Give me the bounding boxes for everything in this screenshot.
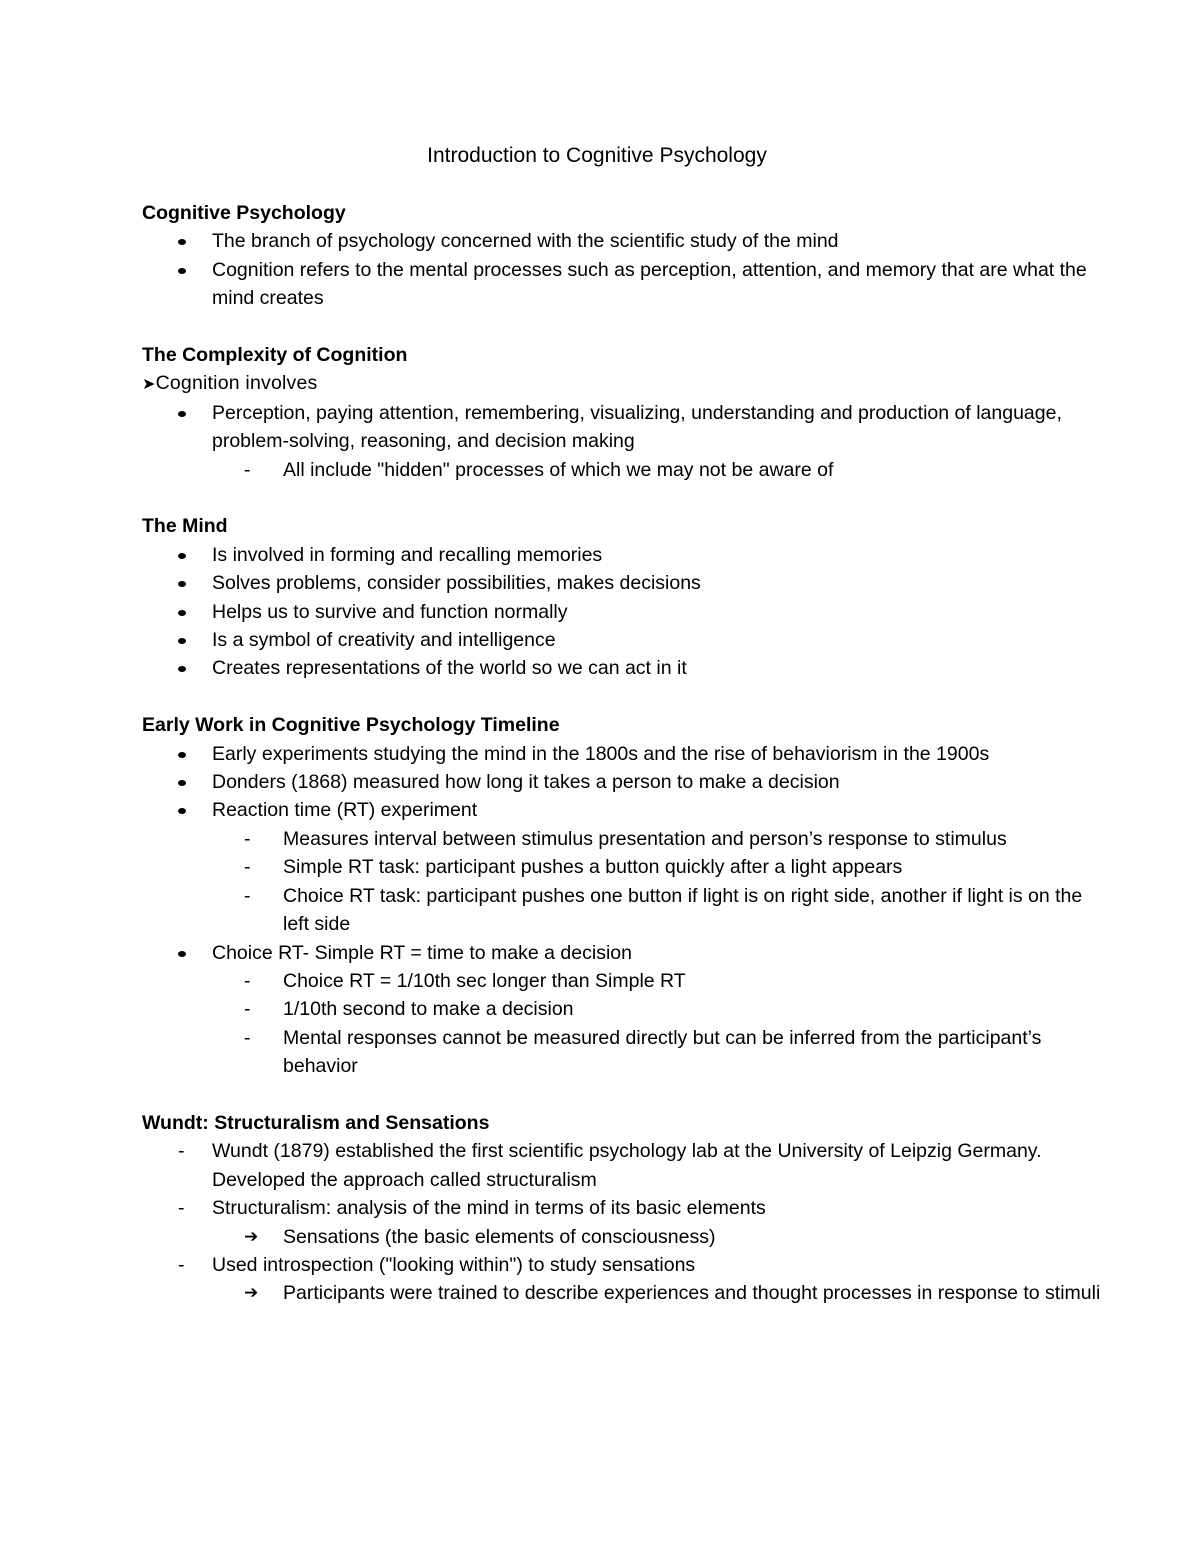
list-item xyxy=(142,256,1102,313)
list-item xyxy=(142,1251,1102,1279)
sub-list-item-text: All include "hidden" processes of which we may not be aware of xyxy=(283,458,834,481)
bullet-icon xyxy=(178,666,186,672)
bullet-icon xyxy=(178,411,186,417)
dash-icon: - xyxy=(244,1026,251,1049)
list-item-text: Helps us to survive and function normally xyxy=(212,600,568,623)
list-item-text: Structuralism: analysis of the mind in terms of its basic elements xyxy=(212,1197,766,1220)
list-item xyxy=(142,227,1102,255)
sub-list-item-text: Mental responses cannot be measured directly but can be inferred from the participant’s behavior xyxy=(283,1026,1042,1078)
spacer xyxy=(142,484,1102,512)
list-item-text: Cognition refers to the mental processes such as perception, attention, and memory that are what the mind creates xyxy=(212,258,1087,310)
list-item xyxy=(142,796,1102,824)
sub-list-item-text: Measures interval between stimulus presentation and person’s response to stimulus xyxy=(283,827,1007,850)
bullet-icon xyxy=(178,239,186,245)
section-heading-the-mind: The Mind xyxy=(142,515,228,538)
dash-icon: - xyxy=(244,998,251,1021)
sub-list-item xyxy=(142,1024,1102,1081)
sub-list-item xyxy=(142,825,1102,853)
list-item-text: Wundt (1879) established the first scientific psychology lab at the University of Leipzig Germany. Developed the approach called structuralism xyxy=(212,1140,1042,1191)
list-item-text: Solves problems, consider possibilities, makes decisions xyxy=(212,572,701,595)
list-item-text: Is involved in forming and recalling memories xyxy=(212,543,603,566)
section-heading-early-work: Early Work in Cognitive Psychology Timeline xyxy=(142,714,560,737)
sub-list-item-text: Participants were trained to describe experiences and thought processes in response to stimuli xyxy=(283,1282,1101,1305)
list-item xyxy=(142,541,1102,569)
document-body xyxy=(142,199,1102,1308)
list-item-text: Creates representations of the world so we can act in it xyxy=(212,657,687,680)
list-item xyxy=(142,768,1102,796)
lead-text: Cognition involves xyxy=(155,372,318,395)
list-item xyxy=(142,1137,1102,1194)
sub-list-item xyxy=(142,995,1102,1023)
list-item-text: Choice RT- Simple RT = time to make a decision xyxy=(212,941,632,964)
bullet-icon xyxy=(178,638,186,644)
list-item-text: Used introspection ("looking within") to study sensations xyxy=(212,1253,696,1276)
section-heading-wundt: Wundt: Structuralism and Sensations xyxy=(142,1111,490,1134)
list-item-text: Early experiments studying the mind in the 1800s and the rise of behaviorism in the 1900s xyxy=(212,742,990,765)
bullet-icon xyxy=(178,780,186,786)
dash-icon: - xyxy=(178,1253,185,1276)
section-heading-complexity: The Complexity of Cognition xyxy=(142,344,408,367)
sub-list-item-text: Sensations (the basic elements of consciousness) xyxy=(283,1225,716,1248)
list-item-text: Is a symbol of creativity and intelligence xyxy=(212,629,556,652)
bullet-icon xyxy=(178,268,186,274)
list-item-text: Perception, paying attention, remembering, visualizing, understanding and production of language, problem-solving, reasoning, and decision making xyxy=(212,401,1062,453)
list-item xyxy=(142,626,1102,654)
list-item xyxy=(142,740,1102,768)
document-title: Introduction to Cognitive Psychology xyxy=(427,144,767,167)
sub-list-item xyxy=(142,967,1102,995)
bullet-icon xyxy=(178,752,186,758)
list-item xyxy=(142,399,1102,456)
list-item xyxy=(142,598,1102,626)
dash-icon: - xyxy=(244,827,251,850)
spacer xyxy=(142,683,1102,711)
sub-list-item-text: 1/10th second to make a decision xyxy=(283,998,574,1021)
lead-line xyxy=(142,369,1102,398)
bullet-icon xyxy=(178,610,186,616)
list-item xyxy=(142,1194,1102,1222)
sub-list-item xyxy=(142,882,1102,939)
dash-icon: - xyxy=(244,884,251,907)
list-item-text: The branch of psychology concerned with the scientific study of the mind xyxy=(212,230,839,253)
list-item-text: Reaction time (RT) experiment xyxy=(212,799,478,822)
list-item-text: Donders (1868) measured how long it takes a person to make a decision xyxy=(212,771,840,794)
dash-icon: - xyxy=(178,1197,185,1220)
bullet-icon xyxy=(178,553,186,559)
list-item xyxy=(142,654,1102,682)
dash-icon: - xyxy=(244,458,251,481)
list-item xyxy=(142,569,1102,597)
bullet-icon xyxy=(178,581,186,587)
dash-icon: - xyxy=(178,1140,185,1163)
sub-list-item xyxy=(142,1223,1102,1251)
section-heading-cognitive-psychology: Cognitive Psychology xyxy=(142,202,346,224)
spacer xyxy=(142,1081,1102,1109)
arrow-icon: ➔ xyxy=(244,1283,259,1304)
arrow-icon: ➔ xyxy=(244,1226,259,1247)
arrowhead-icon: ➤ xyxy=(142,374,156,394)
dash-icon: - xyxy=(244,856,251,879)
sub-list-item xyxy=(142,456,1102,484)
list-item xyxy=(142,939,1102,967)
spacer xyxy=(142,313,1102,341)
dash-icon: - xyxy=(244,969,251,992)
sub-list-item-text: Choice RT = 1/10th sec longer than Simple RT xyxy=(283,969,686,992)
bullet-icon xyxy=(178,808,186,814)
sub-list-item-text: Choice RT task: participant pushes one button if light is on right side, another if light is on the left side xyxy=(283,884,1083,936)
sub-list-item xyxy=(142,1279,1102,1307)
bullet-icon xyxy=(178,951,186,957)
sub-list-item-text: Simple RT task: participant pushes a button quickly after a light appears xyxy=(283,856,903,879)
sub-list-item xyxy=(142,853,1102,881)
